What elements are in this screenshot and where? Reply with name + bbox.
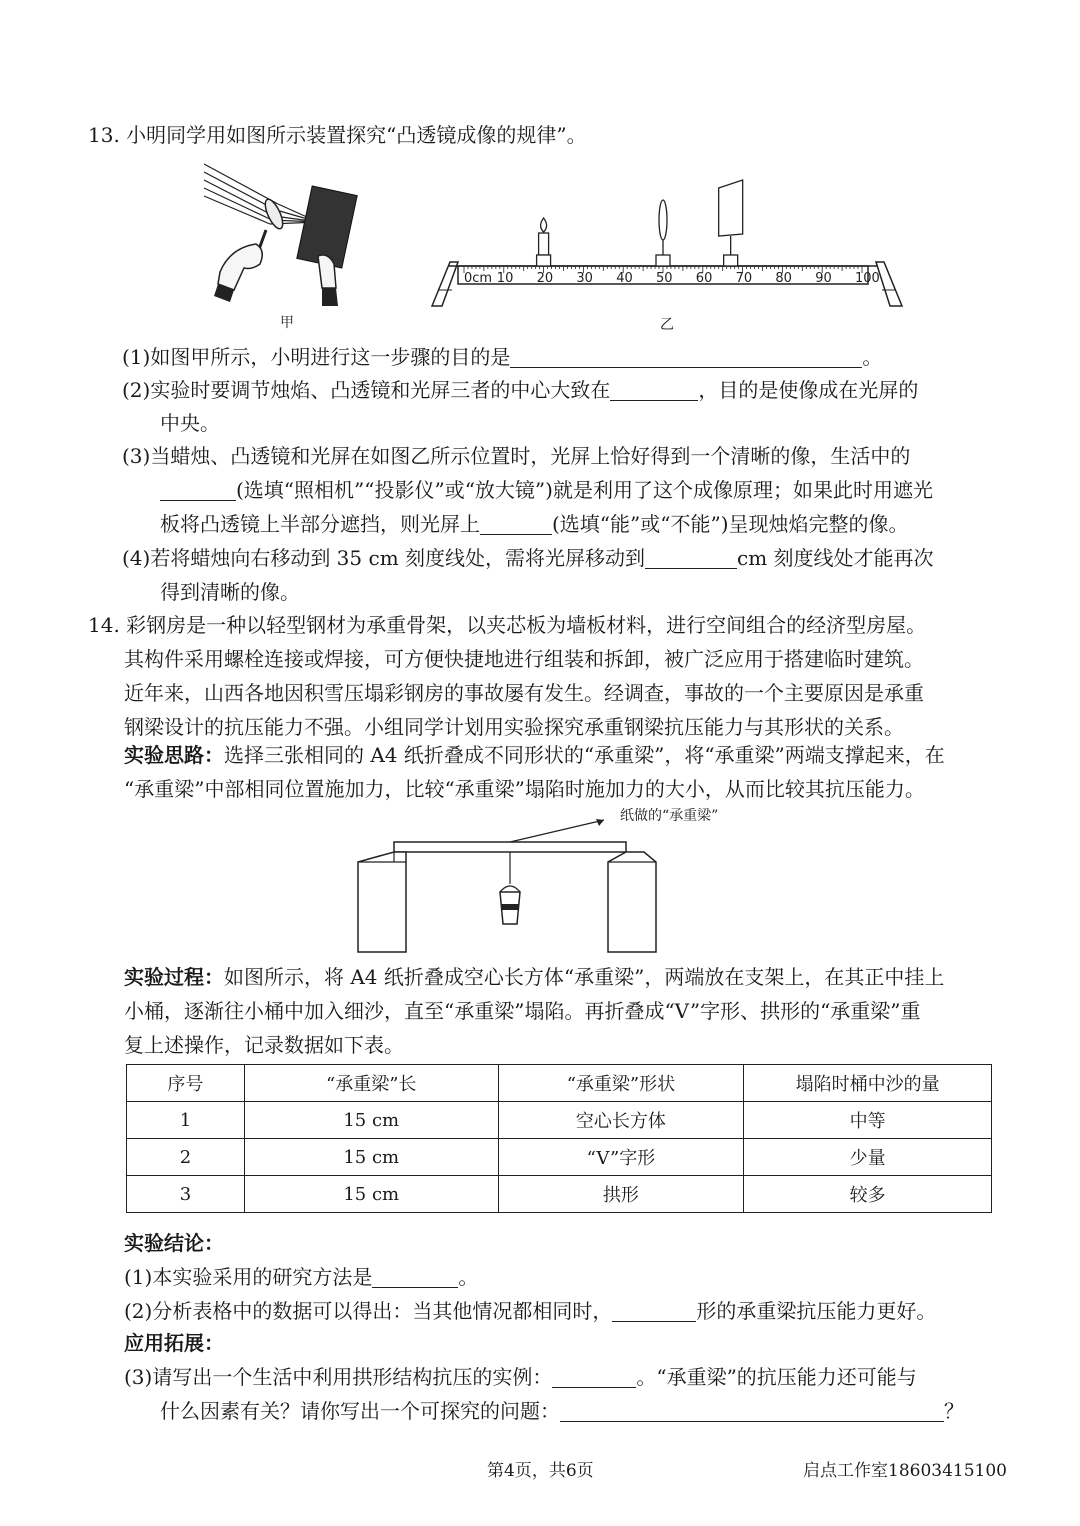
q14-stem-line2: 其构件采用螺栓连接或焊接，可方便快捷地进行组装和拆卸，被广泛应用于搭建临时建筑。: [124, 647, 924, 671]
q13-part4: [122, 541, 934, 575]
figure-beam-setup: [350, 806, 770, 960]
table-row: [127, 1139, 992, 1176]
table-cell: 15 cm: [244, 1102, 498, 1139]
c3-text: (3)请写出一个生活中利用拱形结构抗压的实例：: [124, 1365, 553, 1389]
answer-blank-q13-1[interactable]: [510, 345, 862, 368]
ruler-tick-label: 80: [775, 271, 792, 286]
q14-idea-line2: “承重梁”中部相同位置施加力，比较“承重梁”塌陷时施加力的大小，从而比较其抗压能力。: [124, 777, 925, 801]
figure-a-lens-focus: [200, 160, 370, 330]
idea-text1: 选择三张相同的 A4 纸折叠成不同形状的“承重梁”，将“承重梁”两端支撑起来，在: [224, 743, 945, 767]
q14-c3-line1: [124, 1360, 917, 1394]
ruler-tick-label: 40: [616, 271, 633, 286]
c2-text2: 形的承重梁抗压能力更好。: [696, 1299, 937, 1323]
table-cell: 1: [127, 1102, 245, 1139]
convex-lens: [656, 200, 670, 266]
table-cell: 空心长方体: [498, 1102, 744, 1139]
q13-p4-cont: 得到清晰的像。: [160, 580, 300, 604]
page-number: 第4页，共6页: [487, 1461, 594, 1481]
q14-stem-line1: 14. 彩钢房是一种以轻型钢材为承重骨架，以夹芯板为墙板材料，进行空间组合的经济型房屋。: [88, 613, 927, 637]
ruler-tick-label: 30: [576, 271, 593, 286]
answer-blank-q13-3a[interactable]: [160, 478, 236, 501]
q13-p4-text: (4)若将蜡烛向右移动到 35 cm 刻度线处，需将光屏移动到: [122, 546, 646, 570]
table-cell: 较多: [744, 1176, 992, 1213]
answer-blank-q14-2[interactable]: [612, 1299, 696, 1322]
c3-end: ？: [944, 1399, 964, 1423]
q13-p4-text2: cm 刻度线处才能再次: [737, 546, 934, 570]
table-header: “承重梁”长: [244, 1065, 498, 1102]
table-header: 塌陷时桶中沙的量: [744, 1065, 992, 1102]
table-header: 序号: [127, 1065, 245, 1102]
right-support: [608, 852, 656, 952]
q13-p2-text: (2)实验时要调节烛焰、凸透镜和光屏三者的中心大致在: [122, 378, 611, 402]
q14-c3-line2: [160, 1394, 964, 1428]
q14-stem-line3: 近年来，山西各地因积雪压塌彩钢房的事故屡有发生。经调查，事故的一个主要原因是承重: [124, 681, 924, 705]
q13-part1: [122, 340, 882, 374]
q13-stem: 13. 小明同学用如图所示装置探究“凸透镜成像的规律”。: [88, 123, 587, 147]
q13-p1-end: 。: [862, 345, 883, 369]
q13-p3-line3: [160, 507, 909, 541]
answer-blank-q14-3b[interactable]: [560, 1399, 944, 1422]
table-cell: “V”字形: [498, 1139, 744, 1176]
q13-p3-text3: 板将凸透镜上半部分遮挡，则光屏上: [160, 512, 480, 536]
table-header-row: [127, 1065, 992, 1102]
table-row: [127, 1102, 992, 1139]
table-row: [127, 1176, 992, 1213]
table-cell: 2: [127, 1139, 245, 1176]
c3-text3: 什么因素有关？请你写出一个可探究的问题：: [160, 1399, 560, 1423]
table-cell: 少量: [744, 1139, 992, 1176]
table-header: “承重梁”形状: [498, 1065, 744, 1102]
c2-text: (2)分析表格中的数据可以得出：当其他情况都相同时，: [124, 1299, 613, 1323]
q14-process-line2: 小桶，逐渐往小桶中加入细沙，直至“承重梁”塌陷。再折叠成“V”字形、拱形的“承重梁”重: [124, 999, 921, 1023]
beam-figure-label: 纸做的“承重梁”: [620, 808, 719, 824]
c3-text2: 。“承重梁”的抗压能力还可能与: [636, 1365, 917, 1389]
ruler-tick-label: 60: [695, 271, 713, 286]
answer-blank-q13-4[interactable]: [645, 546, 737, 569]
candle: [537, 218, 551, 266]
q14-c2: [124, 1294, 936, 1328]
paper-beam: [394, 842, 626, 852]
answer-blank-q14-3a[interactable]: [552, 1365, 636, 1388]
q13-p3-line2: [160, 473, 933, 507]
q13-p2-text2: ，目的是使像成在光屏的: [698, 378, 919, 402]
q13-p2-cont: 中央。: [160, 411, 220, 435]
process-text1: 如图所示，将 A4 纸折叠成空心长方体“承重梁”，两端放在支架上，在其正中挂上: [224, 965, 945, 989]
extension-heading: 应用拓展：: [124, 1331, 224, 1355]
ruler-tick-label: 70: [735, 271, 753, 286]
ruler-tick-label: 50: [656, 271, 673, 286]
q13-part2: [122, 373, 918, 407]
process-heading: 实验过程：: [124, 965, 224, 989]
beam-label-pointer: [510, 820, 604, 842]
ruler-tick-label: 90: [815, 271, 832, 286]
table-cell: 15 cm: [244, 1176, 498, 1213]
table-cell: 3: [127, 1176, 245, 1213]
answer-blank-q13-3b[interactable]: [480, 512, 552, 535]
q14-stem-line4: 钢梁设计的抗压能力不强。小组同学计划用实验探究承重钢梁抗压能力与其形状的关系。: [124, 715, 904, 739]
left-support: [358, 852, 406, 952]
conclusion-heading: 实验结论：: [124, 1231, 224, 1255]
results-table: [126, 1064, 992, 1213]
ruler-tick-label: 20: [536, 271, 554, 286]
q14-process-line3: 复上述操作，记录数据如下表。: [124, 1033, 404, 1057]
table-cell: 拱形: [498, 1176, 744, 1213]
q14-c1: [124, 1260, 478, 1294]
ruler-tick-label: 10: [496, 271, 514, 286]
light-screen: [719, 180, 743, 266]
figure-b-optical-bench: [428, 178, 908, 310]
ruler-tick-label: 100: [855, 271, 880, 286]
idea-heading: 实验思路：: [124, 743, 224, 767]
q13-p1-text: (1)如图甲所示，小明进行这一步骤的目的是: [122, 345, 511, 369]
figure-a-label: 甲: [280, 315, 294, 331]
ruler-tick-label: 0cm: [464, 271, 493, 286]
figure-b-label: 乙: [660, 317, 674, 333]
answer-blank-q13-2[interactable]: [610, 378, 698, 401]
studio-watermark: 启点工作室18603415100: [803, 1461, 1007, 1481]
table-cell: 15 cm: [244, 1139, 498, 1176]
answer-blank-q14-1[interactable]: [372, 1265, 458, 1288]
c1-text: (1)本实验采用的研究方法是: [124, 1265, 373, 1289]
table-cell: 中等: [744, 1102, 992, 1139]
q13-p3-text4: (选填“能”或“不能”)呈现烛焰完整的像。: [552, 512, 909, 536]
q14-idea-line1: [124, 738, 945, 772]
q13-p3-text2: (选填“照相机”“投影仪”或“放大镜”)就是利用了这个成像原理；如果此时用遮光: [236, 478, 933, 502]
c1-end: 。: [458, 1265, 479, 1289]
q14-process-line1: [124, 960, 944, 994]
q13-p3-line1: (3)当蜡烛、凸透镜和光屏在如图乙所示位置时，光屏上恰好得到一个清晰的像，生活中的: [122, 444, 911, 468]
